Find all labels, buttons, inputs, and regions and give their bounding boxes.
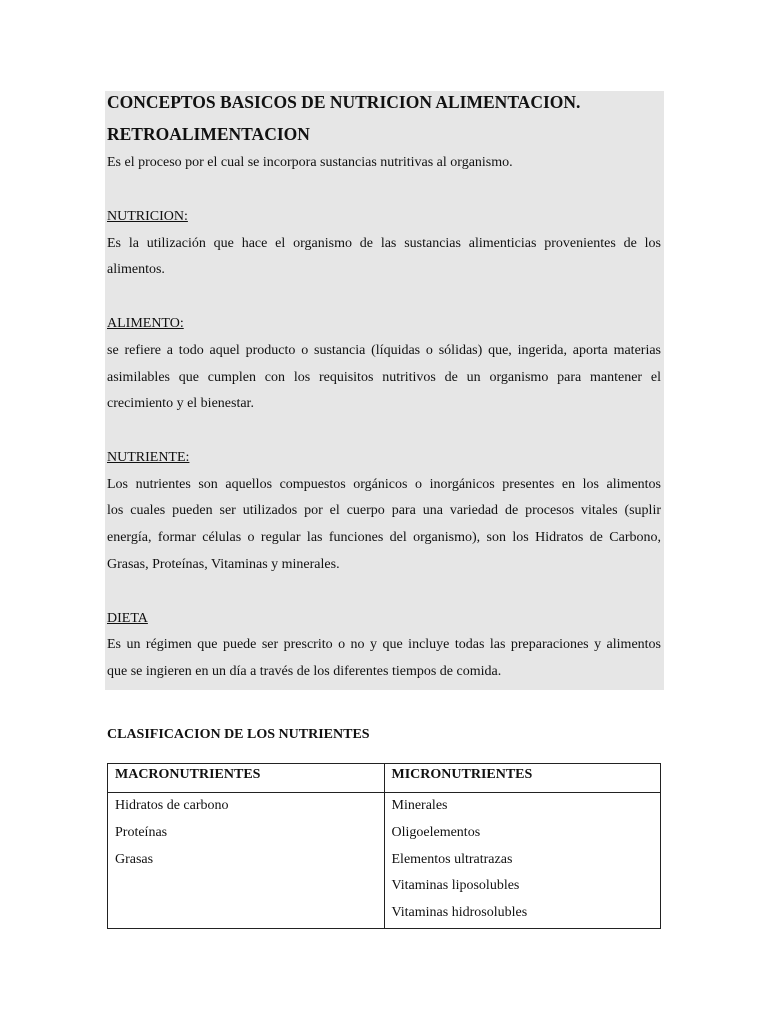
nutriente-text-line-3: energía, formar células o regular las funciones del organismo), son los Hidratos de Carbono, [107, 530, 661, 545]
alimento-text-line-3: crecimiento y el bienestar. [107, 396, 254, 411]
table-header-row [108, 764, 661, 793]
definitions-shaded-block [105, 91, 664, 690]
alimento-text-line-2: asimilables que cumplen con los requisitos nutritivos de un organismo para mantener el [107, 370, 661, 385]
nutriente-text-line-1: Los nutrientes son aquellos compuestos orgánicos o inorgánicos presentes en los alimentos [107, 477, 661, 492]
label-nutricion: NUTRICION: [107, 209, 188, 224]
list-item: Vitaminas liposolubles [391, 878, 520, 894]
header-macronutrientes: MACRONUTRIENTES [108, 764, 385, 793]
label-nutriente: NUTRIENTE: [107, 450, 190, 465]
nutricion-text-line-1: Es la utilización que hace el organismo de las sustancias alimenticias provenientes de los [107, 236, 661, 251]
label-alimento: ALIMENTO: [107, 316, 184, 331]
list-item: Minerales [391, 798, 448, 813]
retroalimentacion-definition: Es el proceso por el cual se incorpora sustancias nutritivas al organismo. [107, 155, 513, 170]
header-micronutrientes: MICRONUTRIENTES [384, 764, 661, 793]
list-item: Vitaminas hidrosolubles [391, 905, 528, 921]
document-title: CONCEPTOS BASICOS DE NUTRICION ALIMENTACION. [107, 92, 581, 112]
dieta-text-line-1: Es un régimen que puede ser prescrito o no y que incluye todas las preparaciones y alimentos [107, 637, 661, 652]
nutriente-text-line-4: Grasas, Proteínas, Vitaminas y minerales. [107, 557, 340, 572]
table-row [108, 793, 661, 929]
list-item: Hidratos de carbono [115, 798, 229, 813]
nutriente-text-line-2: los cuales pueden ser utilizados por el cuerpo para una variedad de procesos vitales (suplir [107, 503, 661, 518]
list-item: Elementos ultratrazas [391, 851, 513, 867]
clasificacion-title: CLASIFICACION DE LOS NUTRIENTES [107, 727, 370, 742]
label-dieta: DIETA [107, 611, 148, 626]
micronutrientes-cell [384, 793, 661, 929]
nutrients-classification-table [107, 763, 661, 929]
section-heading-retroalimentacion: RETROALIMENTACION [107, 124, 310, 144]
alimento-text-line-1: se refiere a todo aquel producto o sustancia (líquidas o sólidas) que, ingerida, aporta materias [107, 343, 661, 358]
list-item: Proteínas [115, 824, 168, 840]
dieta-text-line-2: que se ingieren en un día a través de los diferentes tiempos de comida. [107, 664, 502, 679]
list-item: Oligoelementos [391, 824, 481, 840]
list-item: Grasas [115, 851, 154, 867]
macronutrientes-cell [108, 793, 385, 929]
nutricion-text-line-2: alimentos. [107, 262, 165, 277]
